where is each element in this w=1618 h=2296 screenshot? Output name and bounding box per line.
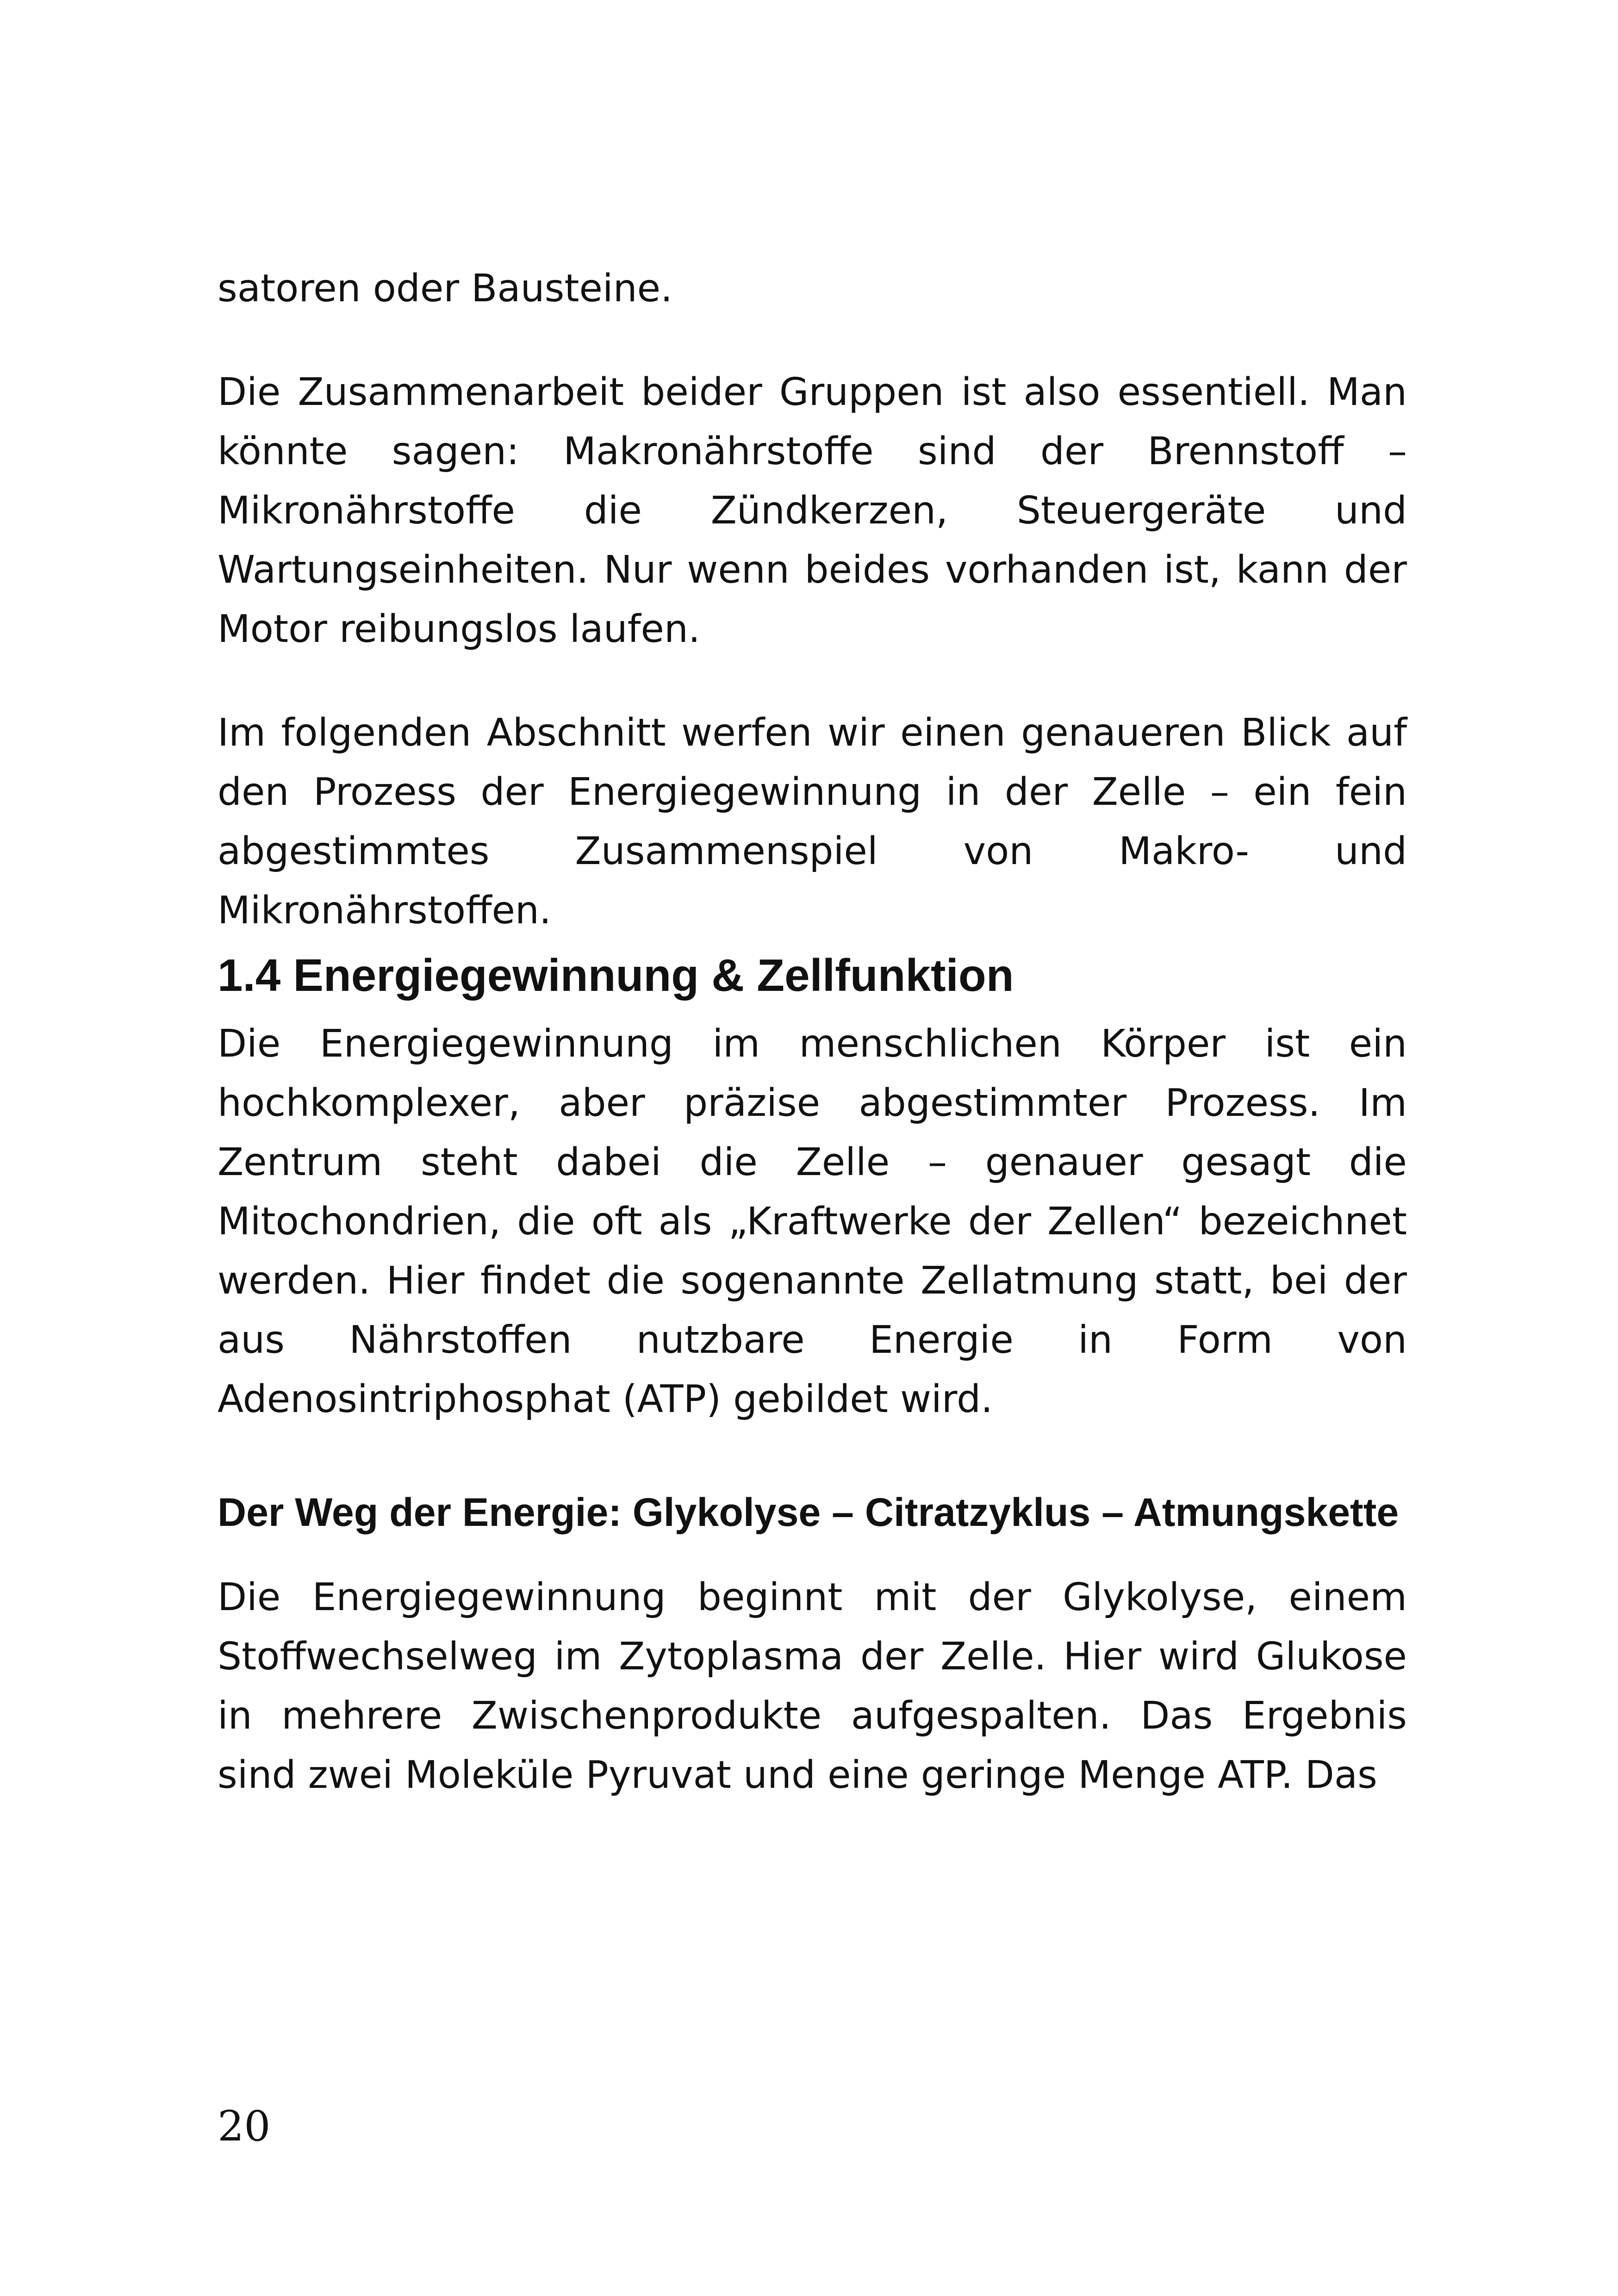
section-heading: 1.4 Energiegewinnung & Zellfunktion	[218, 950, 1014, 1001]
paragraph-continued: satoren oder Bausteine.	[218, 267, 673, 311]
subsection-paragraph: Die Energiegewinnung beginnt mit der Glykolyse, einem Stoffwechselweg im Zytoplasma der Zelle. Hier wird Glukose in mehrere Zwischenprodukte aufgespalten. Das Ergebnis sind zwei Moleküle Pyruvat und eine geringe Menge ATP. Das	[218, 1575, 1407, 1797]
paragraph-next-section: Im folgenden Abschnitt werfen wir einen genaueren Blick auf den Prozess der Energiegewinnung in der Zelle – ein fein abgestimmtes Zusammenspiel von Makro- und Mikronährstoffen.	[218, 711, 1407, 933]
paragraph-collaboration: Die Zusammenarbeit beider Gruppen ist also essentiell. Man könnte sagen: Makronährstoffe sind der Brennstoff – Mikronährstoffe die Zündkerzen, Steuergeräte und Wartungseinheiten. Nur wenn beides vorhanden ist, kann der Motor reibungslos laufen.	[218, 370, 1407, 651]
page-content	[218, 259, 1407, 1805]
section-intro-paragraph: Die Energiegewinnung im menschlichen Körper ist ein hochkomplexer, aber präzise abgestimmter Prozess. Im Zentrum steht dabei die Zelle – genauer gesagt die Mitochondrien, die oft als „Kraftwerke der Zellen“ bezeichnet werden. Hier findet die sogenannte Zellatmung statt, bei der aus Nährstoffen nutzbare Energie in Form von Adenosintriphosphat (ATP) gebildet wird.	[218, 1022, 1407, 1421]
subsection-heading: Der Weg der Energie: Glykolyse – Citratzyklus – Atmungskette	[218, 1490, 1399, 1535]
page-number: 20	[218, 2102, 271, 2151]
